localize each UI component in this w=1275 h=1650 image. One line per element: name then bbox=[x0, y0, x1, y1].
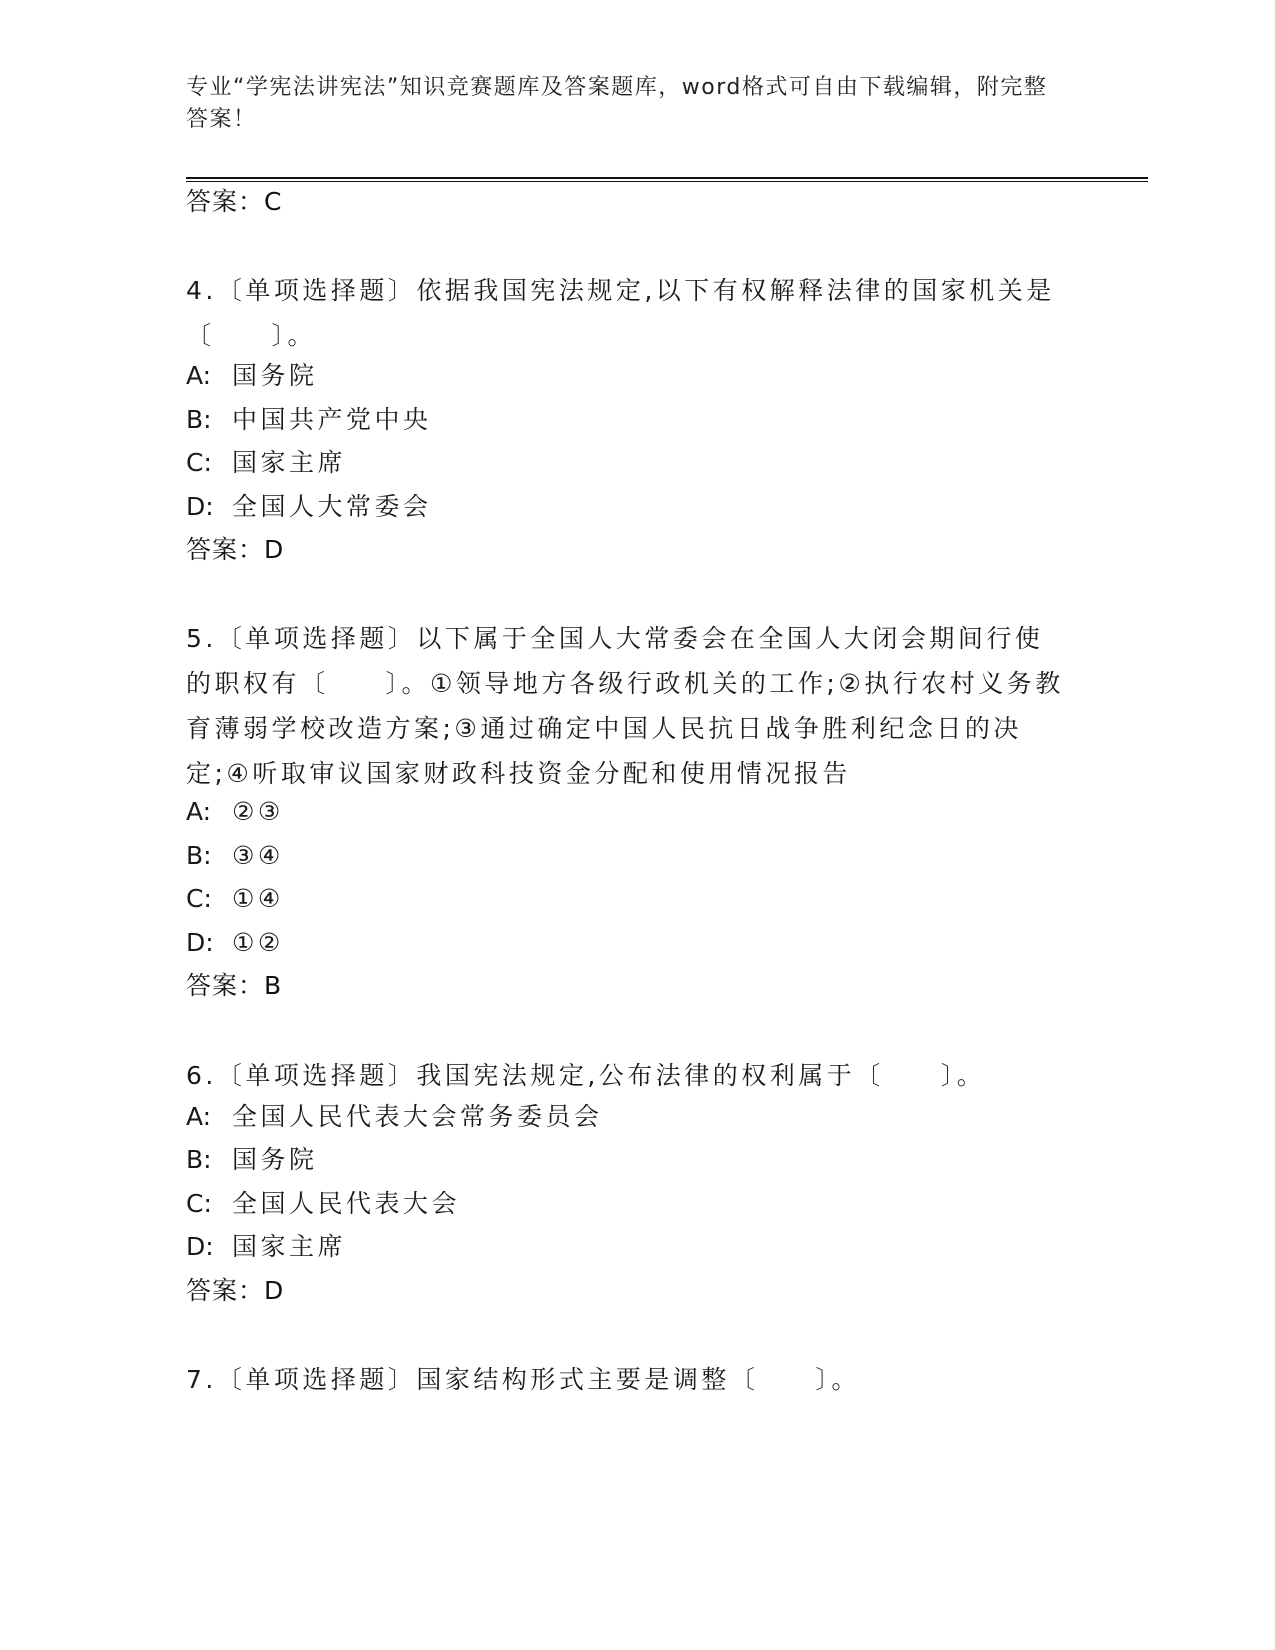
question-6-option-d bbox=[186, 1229, 346, 1265]
option-key: A: bbox=[186, 1102, 212, 1131]
option-key: B: bbox=[186, 1145, 212, 1174]
question-5-option-b bbox=[186, 838, 284, 874]
question-5-option-a bbox=[186, 794, 284, 830]
header-rule-thin bbox=[186, 181, 1148, 182]
question-6-text: 6.〔单项选择题〕我国宪法规定,公布法律的权利属于〔 〕。 bbox=[186, 1061, 986, 1090]
option-text: 国家主席 bbox=[232, 448, 347, 477]
question-4-answer: 答案：D bbox=[186, 535, 285, 564]
question-5-option-d bbox=[186, 925, 284, 961]
option-text: ②③ bbox=[232, 797, 284, 826]
question-4-option-b bbox=[186, 402, 432, 438]
question-6-answer: 答案：D bbox=[186, 1276, 285, 1305]
question-6-option-a bbox=[186, 1099, 603, 1135]
option-text: 国务院 bbox=[232, 361, 318, 390]
option-text: ③④ bbox=[232, 841, 284, 870]
option-key: D: bbox=[186, 928, 214, 957]
option-key: C: bbox=[186, 1189, 212, 1218]
option-key: B: bbox=[186, 841, 212, 870]
question-7-text: 7.〔单项选择题〕国家结构形式主要是调整〔 〕。 bbox=[186, 1365, 860, 1394]
question-6-option-c bbox=[186, 1186, 460, 1222]
question-5-option-c bbox=[186, 881, 284, 917]
option-text: ①④ bbox=[232, 884, 284, 913]
option-text: 全国人大常委会 bbox=[232, 492, 432, 521]
question-4-text: 4.〔单项选择题〕依据我国宪法规定,以下有权解释法律的国家机关是〔 〕。 bbox=[186, 276, 1055, 350]
question-4-option-a bbox=[186, 358, 318, 394]
question-4-option-d bbox=[186, 489, 432, 525]
header-rule-thick bbox=[186, 177, 1148, 179]
option-key: B: bbox=[186, 405, 212, 434]
question-4-option-c bbox=[186, 445, 346, 481]
option-text: ①② bbox=[232, 928, 284, 957]
option-text: 国务院 bbox=[232, 1145, 318, 1174]
option-key: D: bbox=[186, 1232, 214, 1261]
question-5-text: 5.〔单项选择题〕以下属于全国人大常委会在全国人大闭会期间行使的职权有〔 〕。①领导地方各级行政机关的工作;②执行农村义务教育薄弱学校改造方案;③通过确定中国人民抗日战争胜利纪念日的决定;④听取审议国家财政科技资金分配和使用情况报告 bbox=[186, 624, 1064, 788]
document-header: 专业“学宪法讲宪法”知识竞赛题库及答案题库，word格式可自由下载编辑，附完整答案！ bbox=[186, 75, 1048, 132]
option-key: A: bbox=[186, 797, 212, 826]
answer-prev: 答案：C bbox=[186, 187, 283, 216]
option-text: 全国人民代表大会常务委员会 bbox=[232, 1102, 603, 1131]
question-5-answer: 答案：B bbox=[186, 971, 283, 1000]
option-text: 国家主席 bbox=[232, 1232, 347, 1261]
option-text: 中国共产党中央 bbox=[232, 405, 432, 434]
option-key: C: bbox=[186, 884, 212, 913]
question-6-option-b bbox=[186, 1142, 318, 1178]
option-key: D: bbox=[186, 492, 214, 521]
option-key: C: bbox=[186, 448, 212, 477]
option-key: A: bbox=[186, 361, 212, 390]
option-text: 全国人民代表大会 bbox=[232, 1189, 461, 1218]
